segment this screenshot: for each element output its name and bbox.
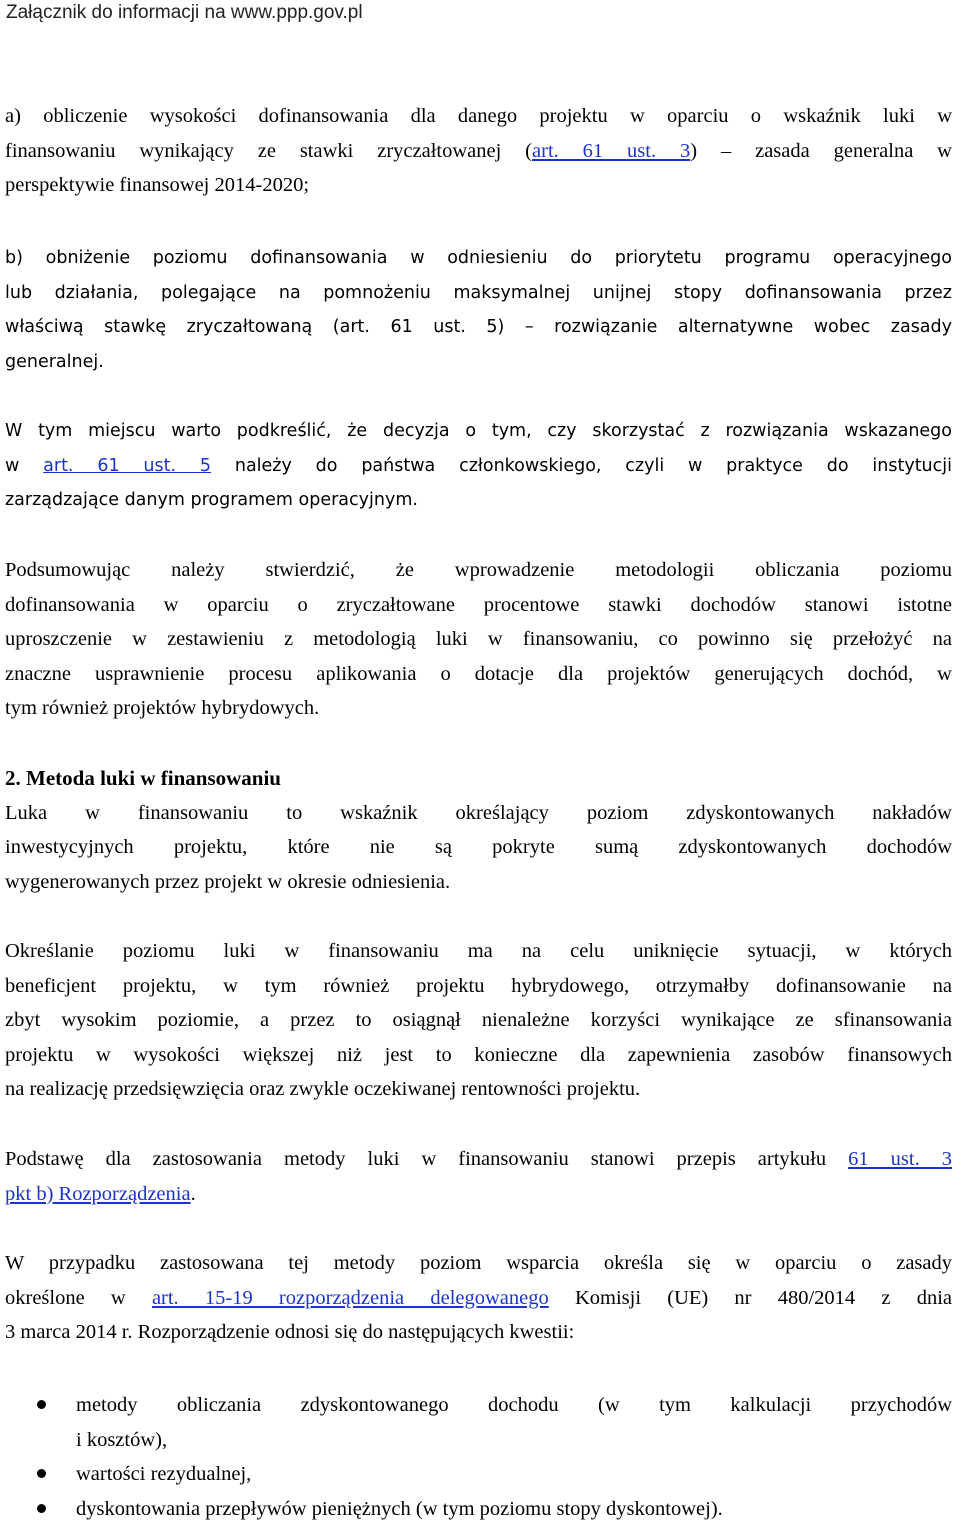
- text-line: dofinansowania w oparciu o zryczałtowane procentowe stawki dochodów stanowi istotne: [5, 593, 952, 616]
- text-line: projektu w wysokości większej niż jest to konieczne dla zapewnienia zasobów finansowych: [5, 1043, 952, 1066]
- text-line: Luka w finansowaniu to wskaźnik określający poziom zdyskontowanych nakładów: [5, 801, 952, 824]
- text-line: [5, 449, 952, 484]
- text-line: generalnej.: [5, 351, 104, 372]
- text-line: Określanie poziomu luki w finansowaniu ma na celu uniknięcie sytuacji, w których: [5, 940, 952, 962]
- text-line: na realizację przedsięwzięcia oraz zwykle oczekiwanej rentowności projektu.: [5, 1078, 641, 1100]
- list-item: [0, 1388, 952, 1457]
- section-2: [5, 761, 952, 899]
- text-line: perspektywie finansowej 2014-2020;: [5, 174, 310, 196]
- paragraph-support-level: [5, 1246, 952, 1350]
- bullet-icon: [37, 1504, 46, 1513]
- text-line: 3 marca 2014 r. Rozporządzenie odnosi się do następujących kwestii:: [5, 1321, 575, 1343]
- text-line: zarządzające danym programem operacyjnym.: [5, 490, 418, 510]
- text-line: lub działania, polegające na pomnożeniu maksymalnej unijnej stopy dofinansowania przez: [5, 282, 952, 303]
- link-art-61-ust-5[interactable]: art. 61 ust. 5: [43, 455, 212, 476]
- paragraph-gap-purpose: [5, 934, 952, 1107]
- text-line: tym również projektów hybrydowych.: [5, 697, 320, 719]
- paragraph-option-b: [5, 241, 952, 379]
- link-61-ust-3[interactable]: 61 ust. 3: [848, 1148, 952, 1170]
- paragraph-option-a: [5, 99, 952, 203]
- text-line: i kosztów),: [76, 1428, 168, 1451]
- page-header: Załącznik do informacji na www.ppp.gov.pl: [6, 2, 363, 23]
- text-line: [5, 1142, 952, 1177]
- text-segment: w: [5, 455, 44, 476]
- text-line: Podsumowując należy stwierdzić, że wprowadzenie metodologii obliczania poziomu: [5, 559, 952, 581]
- link-art-15-19-delegated-regulation[interactable]: art. 15-19 rozporządzenia delegowanego: [151, 1286, 549, 1309]
- text-segment: .: [190, 1182, 196, 1205]
- paragraph-legal-basis: [5, 1142, 952, 1211]
- text-line: metody obliczania zdyskontowanego dochodu (w tym kalkulacji przychodów: [76, 1394, 952, 1416]
- text-line: a) obliczenie wysokości dofinansowania dla danego projektu w oparciu o wskaźnik luki w: [5, 105, 952, 127]
- text-line: b) obniżenie poziomu dofinansowania w odniesieniu do priorytetu programu operacyjnego: [5, 248, 952, 268]
- text-line: wartości rezydualnej,: [76, 1463, 252, 1485]
- text-line: dyskontowania przepływów pieniężnych (w tym poziomu stopy dyskontowej).: [76, 1497, 723, 1520]
- text-line: W tym miejscu warto podkreślić, że decyzja o tym, czy skorzystać z rozwiązania wskazanego: [5, 421, 952, 441]
- text-line: znaczne usprawnienie procesu aplikowania o dotacje dla projektów generujących dochód, w: [5, 662, 952, 685]
- text-segment: określone w: [5, 1286, 152, 1309]
- text-segment: Podstawę dla zastosowania metody luki w finansowaniu stanowi przepis artykułu: [5, 1148, 849, 1170]
- list-item: [0, 1457, 952, 1492]
- text-segment: finansowaniu wynikający ze stawki zryczałtowanej (: [5, 139, 533, 162]
- text-segment: ) – zasada generalna w: [690, 139, 952, 162]
- text-line: uproszczenie w zestawieniu z metodologią luki w finansowaniu, co powinno się przełożyć na: [5, 628, 952, 650]
- text-segment: Komisji (UE) nr 480/2014 z dnia: [548, 1286, 952, 1309]
- bullet-icon: [37, 1469, 46, 1478]
- text-line: zbyt wysokim poziomie, a przez to osiągnął nienależne korzyści wynikające ze sfinansowania: [5, 1009, 952, 1031]
- text-line: wygenerowanych przez projekt w okresie odniesienia.: [5, 870, 451, 893]
- paragraph-note: [5, 414, 952, 518]
- link-pkt-b-rozporzadzenia[interactable]: pkt b) Rozporządzenia: [5, 1182, 191, 1205]
- text-line: [5, 1281, 952, 1316]
- text-segment: należy do państwa członkowskiego, czyli w praktyce do instytucji: [211, 455, 952, 476]
- bullet-icon: [37, 1400, 46, 1409]
- link-art-61-ust-3[interactable]: art. 61 ust. 3: [532, 139, 691, 162]
- paragraph-summary: [5, 553, 952, 726]
- section-heading: 2. Metoda luki w finansowaniu: [5, 766, 281, 790]
- text-line: [5, 1177, 952, 1212]
- text-line: [5, 134, 952, 169]
- issues-list: [0, 1388, 952, 1526]
- text-line: inwestycyjnych projektu, które nie są pokryte sumą zdyskontowanych dochodów: [5, 836, 952, 858]
- text-line: beneficjent projektu, w tym również projektu hybrydowego, otrzymałby dofinansowanie na: [5, 974, 952, 997]
- text-line: W przypadku zastosowana tej metody poziom wsparcia określa się w oparciu o zasady: [5, 1252, 952, 1274]
- list-item: [0, 1492, 952, 1527]
- text-line: właściwą stawkę zryczałtowaną (art. 61 ust. 5) – rozwiązanie alternatywne wobec zasady: [5, 317, 952, 337]
